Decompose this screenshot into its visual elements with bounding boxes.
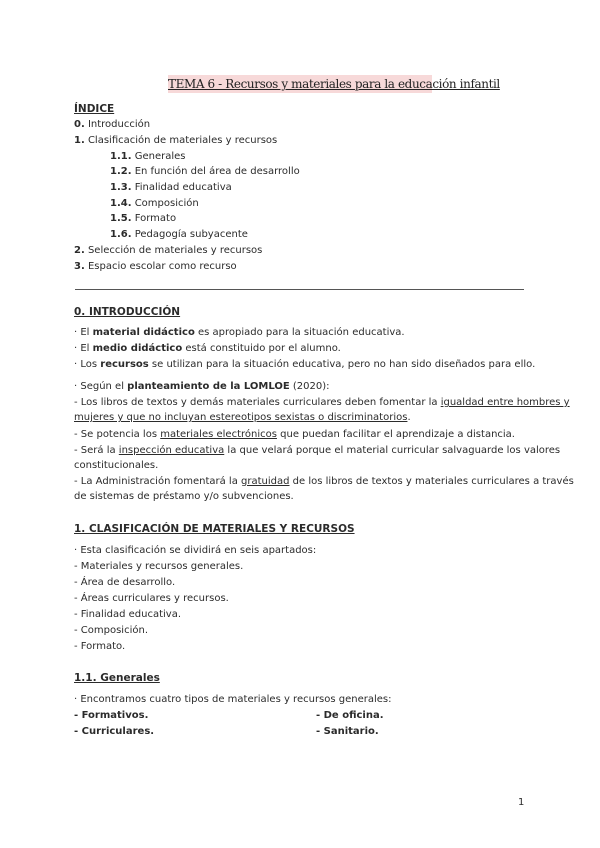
- text-run: - Será la: [74, 445, 119, 456]
- index-item-text: Finalidad educativa: [134, 182, 232, 193]
- index-subitem: [110, 181, 232, 195]
- underlined-term: igualdad entre hombres y: [440, 397, 570, 408]
- section1-line: - Áreas curriculares y recursos.: [74, 593, 229, 604]
- list-item: - Sanitario.: [316, 726, 379, 737]
- intro-paragraph: [74, 475, 574, 489]
- section1-line: - Formato.: [74, 641, 126, 652]
- text-run: es apropiado para la situación educativa.: [194, 327, 405, 338]
- index-subitem: [110, 228, 248, 242]
- index-item-number: 1.2.: [110, 166, 132, 177]
- bold-term: recursos: [100, 359, 149, 370]
- section1-line: - Área de desarrollo.: [74, 577, 176, 588]
- underlined-term: gratuidad: [241, 476, 290, 487]
- index-item-text: Introducción: [87, 119, 151, 130]
- index-item-text: En función del área de desarrollo: [134, 166, 300, 177]
- bold-term: planteamiento de la LOMLOE: [127, 381, 290, 392]
- text-run: la que velará porque el material curricular salvaguarde los valores: [224, 445, 561, 456]
- section1-line: - Materiales y recursos generales.: [74, 561, 244, 572]
- text-run: · El: [74, 343, 93, 354]
- index-item-number: 2.: [74, 245, 85, 256]
- section11-heading: 1.1. Generales: [74, 672, 160, 684]
- intro-paragraph: [74, 342, 341, 356]
- intro-paragraph-continuation: constitucionales.: [74, 460, 159, 471]
- index-item-number: 1.1.: [110, 151, 132, 162]
- index-item-number: 0.: [74, 119, 85, 130]
- horizontal-divider: [75, 289, 524, 290]
- text-run: - Los libros de textos y demás materiales curriculares deben fomentar la: [74, 397, 441, 408]
- section1-line: - Finalidad educativa.: [74, 609, 182, 620]
- section1-heading: 1. CLASIFICACIÓN DE MATERIALES Y RECURSOS: [74, 523, 355, 535]
- intro-paragraph-continuation: de sistemas de préstamo y/o subvenciones.: [74, 491, 294, 502]
- index-heading: ÍNDICE: [74, 103, 115, 115]
- text-run: que puedan facilitar el aprendizaje a distancia.: [276, 429, 515, 440]
- text-run: · Según el: [74, 381, 128, 392]
- index-item-text: Clasificación de materiales y recursos: [87, 135, 278, 146]
- index-item-text: Selección de materiales y recursos: [87, 245, 263, 256]
- index-item-number: 1.3.: [110, 182, 132, 193]
- index-subitem: [110, 150, 185, 164]
- intro-paragraph-continuation: [74, 411, 411, 425]
- index-item: [74, 244, 262, 258]
- text-run: - La Administración fomentará la: [74, 476, 242, 487]
- intro-paragraph: [74, 428, 515, 442]
- text-run: de los libros de textos y materiales curriculares a través: [289, 476, 574, 487]
- index-item-text: Espacio escolar como recurso: [87, 261, 237, 272]
- list-item: - De oficina.: [316, 710, 384, 721]
- index-item-text: Composición: [134, 198, 199, 209]
- index-item: [74, 260, 237, 274]
- index-item-number: 1.: [74, 135, 85, 146]
- underlined-term: materiales electrónicos: [160, 429, 277, 440]
- intro-paragraph: [74, 444, 560, 458]
- text-run: · Los: [74, 359, 101, 370]
- index-item: [74, 118, 150, 132]
- index-item-number: 1.6.: [110, 229, 132, 240]
- index-item-text: Formato: [134, 213, 177, 224]
- text-run: se utilizan para la situación educativa, pero no han sido diseñados para ello.: [148, 359, 536, 370]
- list-item: - Formativos.: [74, 710, 149, 721]
- section1-line: - Composición.: [74, 625, 148, 636]
- index-item: [74, 134, 277, 148]
- intro-paragraph: [74, 380, 330, 394]
- index-subitem: [110, 165, 300, 179]
- underlined-term: inspección educativa: [118, 445, 225, 456]
- index-subitem: [110, 212, 176, 226]
- text-run: (2020):: [289, 381, 330, 392]
- text-run: - Se potencia los: [74, 429, 161, 440]
- bold-term: medio didáctico: [92, 343, 183, 354]
- bold-term: material didáctico: [92, 327, 195, 338]
- index-item-number: 1.5.: [110, 213, 132, 224]
- list-item: - Curriculares.: [74, 726, 155, 737]
- intro-paragraph: [74, 358, 535, 372]
- index-item-text: Pedagogía subyacente: [134, 229, 248, 240]
- index-item-number: 3.: [74, 261, 85, 272]
- document-title: TEMA 6 - Recursos y materiales para la educación infantil: [168, 77, 500, 91]
- text-run: está constituido por el alumno.: [182, 343, 341, 354]
- section1-line: · Esta clasificación se dividirá en seis apartados:: [74, 545, 317, 556]
- index-subitem: [110, 197, 199, 211]
- intro-paragraph: [74, 396, 570, 410]
- index-item-text: Generales: [134, 151, 186, 162]
- underlined-term: mujeres y que no incluyan estereotipos sexistas o discriminatorios: [74, 412, 408, 423]
- text-run: .: [407, 412, 411, 423]
- intro-heading: 0. INTRODUCCIÓN: [74, 306, 181, 318]
- section11-intro: · Encontramos cuatro tipos de materiales y recursos generales:: [74, 694, 392, 705]
- index-item-number: 1.4.: [110, 198, 132, 209]
- page-number: 1: [518, 797, 525, 808]
- intro-paragraph: [74, 326, 405, 340]
- text-run: · El: [74, 327, 93, 338]
